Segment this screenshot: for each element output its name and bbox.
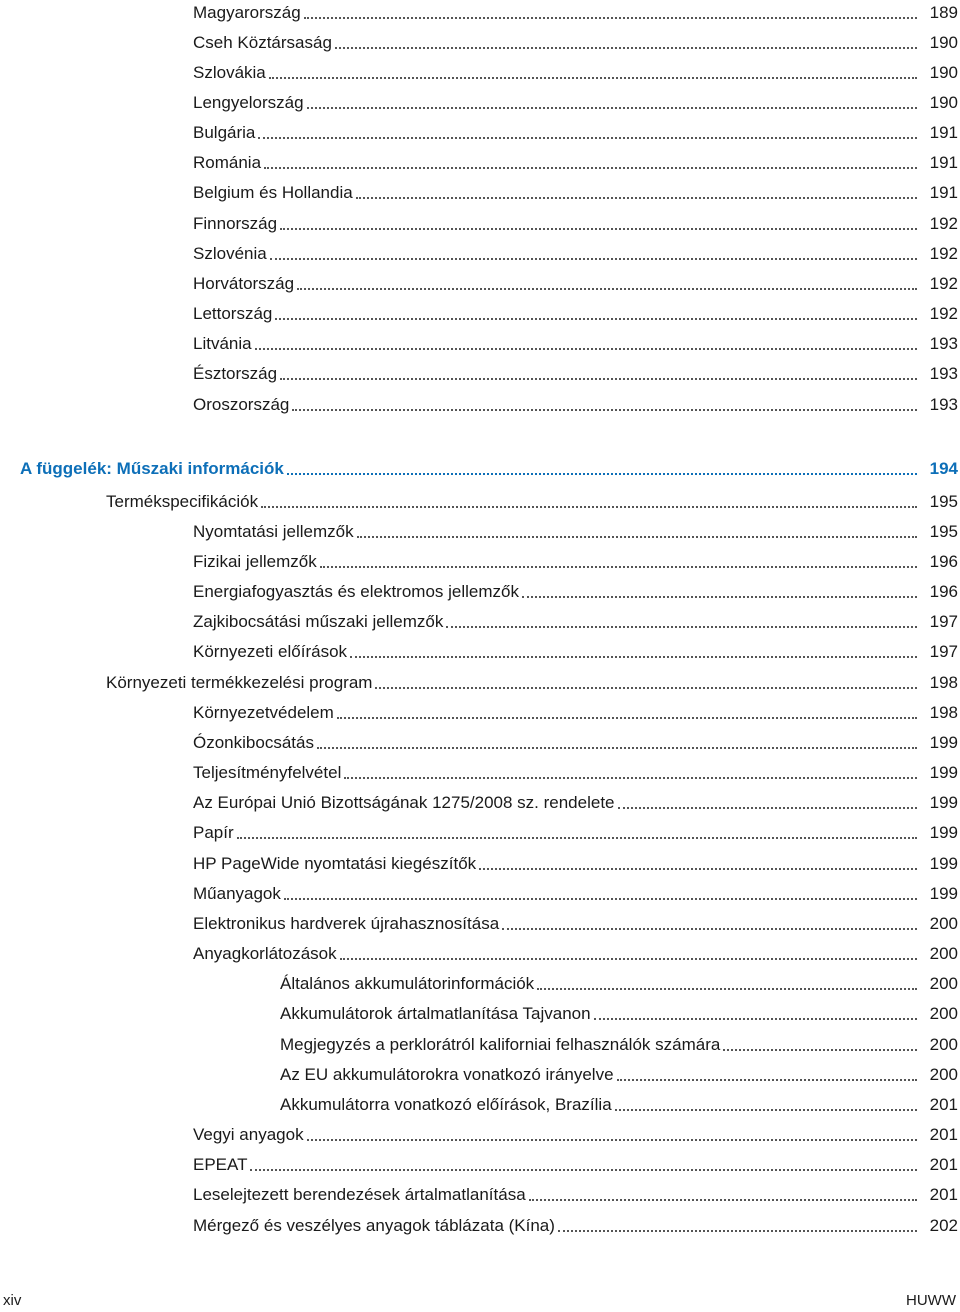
toc-entry-title: Megjegyzés a perklorátról kaliforniai felhasználók számára (280, 1035, 721, 1054)
toc-entry-title: Környezetvédelem (193, 703, 334, 722)
toc-entry-title: Lettország (193, 304, 273, 323)
toc-entry[interactable] (280, 1032, 958, 1056)
toc-entry[interactable] (193, 549, 958, 573)
toc-leader-dots (618, 807, 918, 809)
toc-entry-page: 195 (929, 492, 958, 511)
toc-entry[interactable] (106, 670, 958, 694)
toc-entry-title: Környezeti előírások (193, 642, 348, 661)
toc-entry-title: Horvátország (193, 274, 295, 293)
toc-leader-dots (537, 988, 917, 990)
toc-leader-dots (357, 536, 917, 538)
toc-entry-title: Szlovákia (193, 63, 266, 82)
toc-leader-dots (615, 1109, 917, 1111)
toc-entry[interactable] (193, 851, 958, 875)
toc-entry[interactable] (193, 911, 958, 935)
toc-entry-title: Akkumulátorok ártalmatlanítása Tajvanon (280, 1004, 591, 1023)
toc-entry-title: Anyagkorlátozások (193, 944, 337, 963)
toc-entry[interactable] (193, 30, 958, 54)
toc-leader-dots (264, 167, 917, 169)
toc-leader-dots (479, 868, 917, 870)
toc-entry-title: A függelék: Műszaki információk (20, 459, 284, 478)
toc-leader-dots (617, 1079, 917, 1081)
toc-entry-page: 196 (929, 552, 958, 571)
toc-leader-dots (317, 747, 917, 749)
toc-entry[interactable] (193, 519, 958, 543)
toc-leader-dots (375, 687, 917, 689)
toc-leader-dots (270, 258, 917, 260)
toc-entry-title: Oroszország (193, 395, 290, 414)
toc-entry[interactable] (193, 820, 958, 844)
toc-entry-title: Litvánia (193, 334, 252, 353)
toc-entry-page: 193 (929, 334, 958, 353)
footer-page-number: xiv (3, 1292, 22, 1309)
toc-entry-page: 193 (929, 395, 958, 414)
toc-entry-page: 193 (929, 364, 958, 383)
toc-leader-dots (594, 1018, 917, 1020)
toc-leader-dots (337, 717, 917, 719)
toc-entry[interactable] (193, 941, 958, 965)
toc-entry[interactable] (193, 60, 958, 84)
toc-entry[interactable] (193, 392, 958, 416)
toc-entry-title: Lengyelország (193, 93, 304, 112)
toc-leader-dots (344, 777, 917, 779)
toc-entry-page: 197 (929, 612, 958, 631)
toc-entry[interactable] (193, 790, 958, 814)
toc-leader-dots (446, 626, 917, 628)
toc-entry-page: 200 (929, 974, 958, 993)
toc-entry[interactable] (193, 331, 958, 355)
toc-entry-title: HP PageWide nyomtatási kiegészítők (193, 854, 477, 873)
toc-entry-page: 194 (929, 459, 958, 478)
toc-entry-title: Belgium és Hollandia (193, 183, 353, 202)
toc-leader-dots (307, 1139, 917, 1141)
toc-entry-page: 200 (929, 1065, 958, 1084)
toc-entry-title: Az EU akkumulátorokra vonatkozó irányelve (280, 1065, 614, 1084)
toc-entry-page: 189 (929, 3, 958, 22)
toc-entry[interactable] (193, 700, 958, 724)
toc-entry-page: 198 (929, 703, 958, 722)
toc-entry-title: Észtország (193, 364, 278, 383)
toc-entry[interactable] (280, 1001, 958, 1025)
toc-leader-dots (356, 197, 917, 199)
toc-entry-page: 190 (929, 33, 958, 52)
toc-entry-page: 192 (929, 214, 958, 233)
toc-leader-dots (529, 1199, 917, 1201)
toc-entry-page: 191 (929, 183, 958, 202)
toc-entry-title: Környezeti termékkezelési program (106, 673, 373, 692)
toc-entry-title: Leselejtezett berendezések ártalmatlanítása (193, 1185, 526, 1204)
toc-entry-page: 201 (929, 1125, 958, 1144)
toc-entry-title: Nyomtatási jellemzők (193, 522, 354, 541)
toc-entry-page: 198 (929, 673, 958, 692)
toc-entry-page: 199 (929, 854, 958, 873)
toc-leader-dots (723, 1049, 917, 1051)
footer-doc-code: HUWW (906, 1292, 956, 1309)
toc-entry[interactable] (280, 971, 958, 995)
toc-leader-dots (269, 77, 917, 79)
toc-entry[interactable] (193, 881, 958, 905)
toc-entry[interactable] (280, 1092, 958, 1116)
toc-entry[interactable] (193, 271, 958, 295)
toc-entry-title: EPEAT (193, 1155, 248, 1174)
toc-entry-page: 200 (929, 944, 958, 963)
toc-entry[interactable] (193, 90, 958, 114)
toc-entry[interactable] (193, 1213, 958, 1237)
toc-entry[interactable] (193, 120, 958, 144)
toc-entry-title: Mérgező és veszélyes anyagok táblázata (Kína) (193, 1216, 555, 1235)
toc-entry-title: Általános akkumulátorinformációk (280, 974, 535, 993)
toc-entry-page: 200 (929, 914, 958, 933)
toc-entry-page: 201 (929, 1155, 958, 1174)
toc-entry-title: Magyarország (193, 3, 301, 22)
toc-entry[interactable] (106, 489, 958, 513)
toc-entry-title: Ózonkibocsátás (193, 733, 314, 752)
toc-entry-title: Energiafogyasztás és elektromos jellemzők (193, 582, 519, 601)
toc-entry-page: 196 (929, 582, 958, 601)
toc-entry-page: 195 (929, 522, 958, 541)
toc-entry-page: 191 (929, 153, 958, 172)
toc-leader-dots (502, 928, 917, 930)
toc-entry[interactable] (193, 579, 958, 603)
toc-entry-title: Papír (193, 823, 234, 842)
toc-entry-title: Finnország (193, 214, 278, 233)
toc-entry-title: Elektronikus hardverek újrahasznosítása (193, 914, 500, 933)
toc-entry[interactable] (193, 301, 958, 325)
toc-entry-title: Az Európai Unió Bizottságának 1275/2008 sz. rendelete (193, 793, 615, 812)
toc-entry[interactable] (193, 211, 958, 235)
toc-entry[interactable] (193, 1152, 958, 1176)
toc-entry[interactable] (193, 760, 958, 784)
toc-entry-title: Teljesítményfelvétel (193, 763, 342, 782)
toc-leader-dots (340, 958, 917, 960)
toc-entry-title: Románia (193, 153, 262, 172)
toc-leader-dots (284, 898, 917, 900)
toc-entry-page: 199 (929, 733, 958, 752)
toc-entry-page: 199 (929, 884, 958, 903)
toc-entry[interactable] (193, 150, 958, 174)
toc-entry-page: 190 (929, 63, 958, 82)
toc-leader-dots (307, 107, 917, 109)
toc-leader-dots (275, 318, 917, 320)
toc-entry[interactable] (193, 639, 958, 663)
toc-leader-dots (304, 17, 917, 19)
toc-leader-dots (522, 596, 917, 598)
toc-leader-dots (297, 288, 917, 290)
toc-entry-title: Bulgária (193, 123, 256, 142)
toc-entry-page: 191 (929, 123, 958, 142)
toc-entry-page: 197 (929, 642, 958, 661)
toc-entry-title: Vegyi anyagok (193, 1125, 304, 1144)
toc-leader-dots (320, 566, 917, 568)
toc-leader-dots (350, 656, 917, 658)
toc-entry-title: Fizikai jellemzők (193, 552, 317, 571)
toc-entry[interactable] (193, 0, 958, 24)
toc-entry-page: 190 (929, 93, 958, 112)
toc-entry-page: 192 (929, 274, 958, 293)
toc-leader-dots (258, 137, 917, 139)
toc-entry-page: 199 (929, 763, 958, 782)
toc-entry-title: Műanyagok (193, 884, 281, 903)
toc-entry[interactable] (193, 180, 958, 204)
toc-leader-dots (280, 228, 917, 230)
toc-entry[interactable] (193, 361, 958, 385)
toc-entry-page: 199 (929, 793, 958, 812)
toc-leader-dots (292, 409, 917, 411)
toc-entry-title: Szlovénia (193, 244, 267, 263)
toc-leader-dots (280, 378, 917, 380)
toc-leader-dots (261, 506, 917, 508)
toc-entry[interactable] (193, 730, 958, 754)
toc-entry-page: 199 (929, 823, 958, 842)
toc-entry-title: Akkumulátorra vonatkozó előírások, Brazília (280, 1095, 612, 1114)
toc-entry-title: Zajkibocsátási műszaki jellemzők (193, 612, 444, 631)
toc-entry-title: Termékspecifikációk (106, 492, 259, 511)
toc-leader-dots (558, 1230, 917, 1232)
toc-entry-page: 201 (929, 1095, 958, 1114)
toc-entry-page: 201 (929, 1185, 958, 1204)
toc-entry[interactable] (280, 1062, 958, 1086)
toc-entry-page: 200 (929, 1035, 958, 1054)
toc-entry[interactable] (193, 241, 958, 265)
toc-entry[interactable] (193, 1182, 958, 1206)
toc-leader-dots (335, 47, 917, 49)
toc-leader-dots (255, 348, 917, 350)
toc-appendix-entry[interactable] (20, 456, 958, 480)
toc-leader-dots (250, 1169, 917, 1171)
toc-entry[interactable] (193, 609, 958, 633)
toc-entry-page: 192 (929, 244, 958, 263)
toc-entry-title: Cseh Köztársaság (193, 33, 332, 52)
toc-entry-page: 200 (929, 1004, 958, 1023)
toc-leader-dots (287, 473, 917, 475)
toc-entry-page: 202 (929, 1216, 958, 1235)
toc-entry-page: 192 (929, 304, 958, 323)
toc-leader-dots (237, 837, 917, 839)
toc-entry[interactable] (193, 1122, 958, 1146)
